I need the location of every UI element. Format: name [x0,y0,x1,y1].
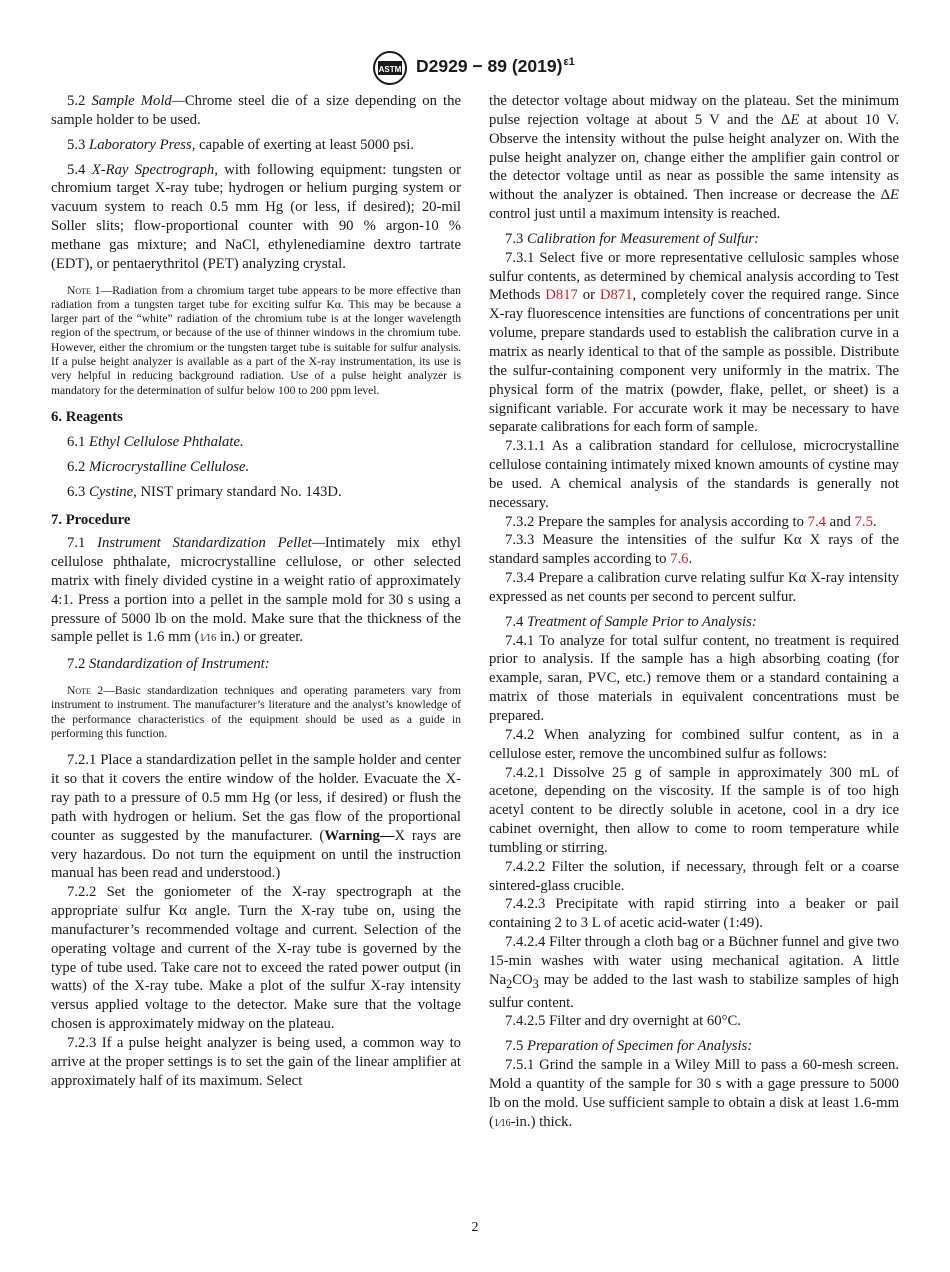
svg-text:ASTM: ASTM [378,65,402,74]
section-7-3: 7.3 Calibration for Measurement of Sulfur: [505,230,760,247]
section-7-4: 7.4 Treatment of Sample Prior to Analysis: [505,613,757,630]
section-7-3-1: 7.3.1 Select five or more representative cellulosic samples whose sulfur contents, as determined by chemical analysis according to Test Methods D817 or D871, completely cover the required range. Since X-ray fluorescence intensities are functions of concentrations per unit volume, prepare standards used to establish the calibration curve in a matrix as nearly identical to that of the sample as possible. Distribute the sulfur-containing component very uniformly in the matrix. The physical form of the matrix (powder, flake, pellet, or sheet) is a significant variable. For accurate work it may be necessary to have separate calibrations for each form of sample. [489,249,899,436]
section-7-3-2: 7.3.2 Prepare the samples for analysis according to 7.4 and 7.5. [505,513,877,530]
section-7-2: 7.2 Standardization of Instrument: [67,656,270,673]
link-section-7-4[interactable]: 7.4 [807,513,826,530]
right-column [489,92,899,1134]
heading-procedure: 7. Procedure [51,512,131,529]
section-5-4: 5.4 X-Ray Spectrograph, with following equipment: tungsten or chromium target X-ray tube; hydrogen or helium purging system or vacuum system to reach 0.5 mm Hg (or less, if desired); 20-mil Soller slits; flow-proportional counter with 90 % argon-10 % methane gas mixture; and NaCl, ethylenediamine dextro tartrate (EDT), or pentaerythritol (PET) analyzing crystal. [51,161,462,272]
note-1: Note 1—Radiation from a chromium target tube appears to be more effective than radiation from a tungsten target tube for exciting sulfur Kα. This may be because a larger part of the “white” radiation of the chromium tube is at the longer wavelength region of the spectrum, or because of the use of thinner windows in the chromium tube. However, either the chromium or the tungsten target tube is suitable for sulfur analysis. If a pulse height analyzer is available as a part of the X-ray instrumentation, its use is very helpful in reducing background radiation. Use of a pulse height analyzer is mandatory for the determination of sulfur below 100 to 200 ppm level. [51,283,461,397]
section-7-4-2-1: 7.4.2.1 Dissolve 25 g of sample in approximately 300 mL of acetone, depending on the viscosity. If the sample is of too high acetyl content to be directly soluble in acetone, cool in a dry ice cabinet overnight, then allow to come to room temperature while tumbling or stirring. [489,764,899,856]
astm-logo-icon [370,50,410,86]
section-7-3-4: 7.3.4 Prepare a calibration curve relating sulfur Kα X-ray intensity expressed as net counts per second to percent sulfur. [489,570,899,605]
section-7-4-1: 7.4.1 To analyze for total sulfur content, no treatment is required prior to analysis. If the sample has a high absorbing coating (for example, saran, PVC, etc.) remove them or a standard containing a matrix of those materials in equivalent concentrations must be prepared. [489,632,899,724]
page-header [0,50,950,90]
section-7-4-2: 7.4.2 When analyzing for combined sulfur content, as in a cellulose ester, remove the uncombined sulfur as follows: [489,726,899,762]
standard-designation: D2929 − 89 $(2019)^{\varepsilon 1}$ [416,56,575,76]
section-7-2-3: 7.2.3 If a pulse height analyzer is being used, a common way to arrive at the proper settings is to set the gain of the linear amplifier at approximately half of its maximum. Select [51,1034,461,1089]
section-7-4-2-5: 7.4.2.5 Filter and dry overnight at 60°C. [505,1013,741,1030]
section-7-1: 7.1 Instrument Standardization Pellet—Intimately mix ethyl cellulose phthalate, microcrystalline cellulose, or other selected matrix with finely divided cystine in a weight ratio of approximately 4:1. Press a portion into a pellet in the sample mold for 30 s using a pressure of 5000 lb on the mold. Make sure that the thickness of the sample pellet is 1.6 mm (1⁄16 in.) or greater. [51,535,461,646]
link-d817[interactable]: D817 [545,287,578,304]
page-number: 2 [471,1220,479,1235]
section-5-2: 5.2 Sample Mold—Chrome steel die of a size depending on the sample holder to be used. [51,93,462,128]
section-6-2: 6.2 Microcrystalline Cellulose. [67,458,250,475]
section-7-2-2: 7.2.2 Set the goniometer of the X-ray spectrograph at the appropriate sulfur Kα angle. Turn the X-ray tube on, using the manufacturer’s recommended voltage and current. Selection of the operating voltage and current of the X-ray tube is governed by the type of tube used. Take care not to exceed the rated power output (in watts) of the X-ray tube. Make a plot of the sulfur X-ray intensity versus applied voltage to the detector. Make sure that the voltage chosen is approximately midway on the plateau. [51,884,461,1033]
left-column [51,92,461,1090]
section-7-3-1-1: 7.3.1.1 As a calibration standard for cellulose, microcrystalline cellulose containing intimately mixed known amounts of cystine may be used. A chemical analysis of the standards is generally not necessary. [489,438,899,511]
section-6-3: 6.3 Cystine, NIST primary standard No. 143D. [67,483,342,500]
section-6-1: 6.1 Ethyl Cellulose Phthalate. [67,433,244,450]
section-7-2-1: 7.2.1 Place a standardization pellet in the sample holder and center it so that it covers the entire window of the holder. Evacuate the X-ray path to a pressure of 0.5 mm Hg (or less, if desired) or flush the path with hydrogen or helium. Set the gas flow of the proportional counter as suggested by the manufacturer. (Warning—X rays are very hazardous. Do not turn the equipment on until the instruction manual has been read and understood.) [51,752,461,882]
link-section-7-5[interactable]: 7.5 [854,513,873,530]
section-7-4-2-4: 7.4.2.4 Filter through a cloth bag or a Büchner funnel and give two 15-min washes with water using mechanical agitation. A little $Na_2CO_3$ may be added to the last wash to stabilize samples of high sulfur content. [489,934,899,1011]
link-section-7-6[interactable]: 7.6 [670,551,689,568]
section-7-4-2-2: 7.4.2.2 Filter the solution, if necessary, through felt or a coarse sintered-glass crucible. [489,858,899,894]
section-7-3-3: 7.3.3 Measure the intensities of the sulfur Kα X rays of the standard samples according to 7.6. [489,532,899,568]
section-7-4-2-3: 7.4.2.3 Precipitate with rapid stirring into a beaker or pail containing 2 to 3 L of acetic acid-water (1:49). [489,896,899,932]
section-7-2-3-continued: the detector voltage about midway on the plateau. Set the minimum pulse rejection voltage at about 5 V and the ΔE at about 10 V. Observe the intensity without the pulse height analyzer on. With the pulse height analyzer on, change either the amplifier gain control or the detector voltage until as near as possible the same intensity as without the analyzer is obtained. Then increase or decrease the ΔE control just until a maximum intensity is reached. [489,93,899,223]
section-7-5: 7.5 Preparation of Specimen for Analysis: [505,1038,753,1055]
section-5-3: 5.3 Laboratory Press, capable of exerting at least 5000 psi. [67,136,414,153]
note-2: Note 2—Basic standardization techniques and operating parameters vary from instrument to instrument. The manufacturer’s literature and the analyst’s knowledge of the performance characteristics of the equipment should be used as a guide in performing this function. [51,684,462,740]
link-d871[interactable]: D871 [599,287,633,304]
heading-reagents: 6. Reagents [51,408,123,425]
section-7-5-1: 7.5.1 Grind the sample in a Wiley Mill to pass a 60-mesh screen. Mold a quantity of the sample for 30 s with a gage pressure to 5000 lb on the mold. Use sufficient sample to obtain a disk at least 1.6-mm (1⁄16-in.) thick. [489,1057,899,1130]
